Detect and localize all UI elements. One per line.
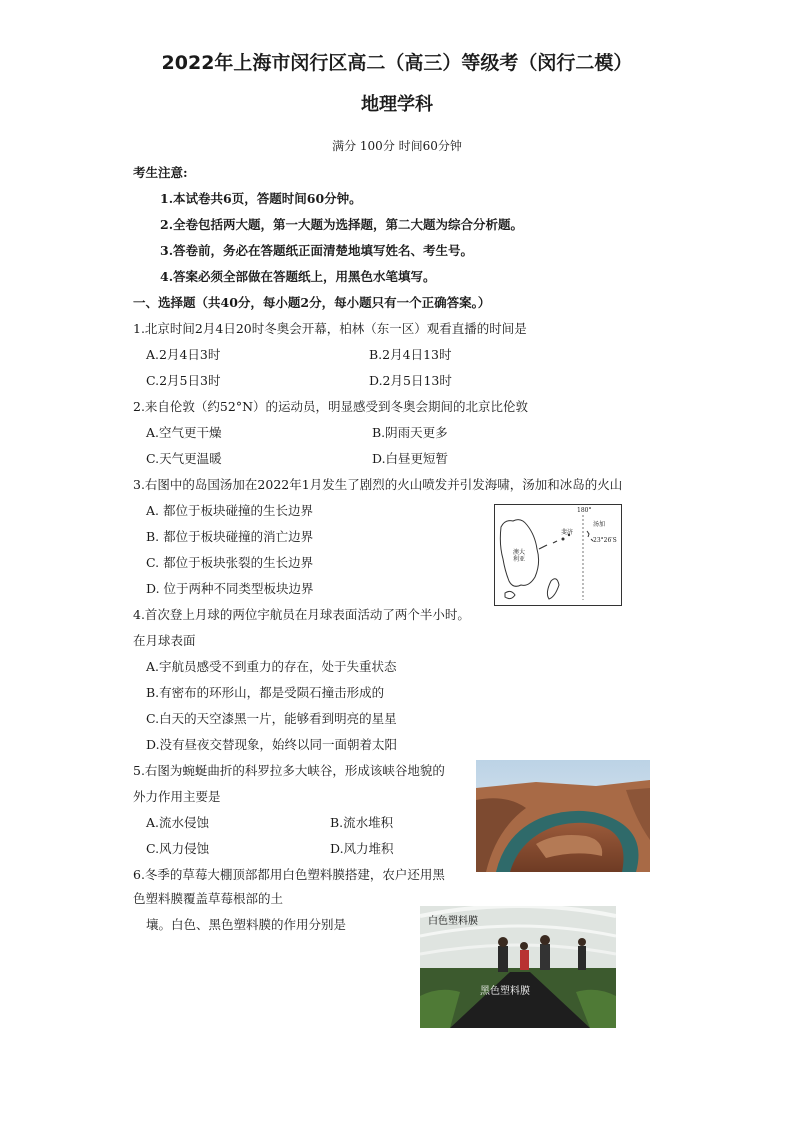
option-d: D. 位于两种不同类型板块边界: [146, 581, 314, 596]
option-a: A.宇航员感受不到重力的存在，处于失重状态: [146, 659, 397, 674]
question-stem: 外力作用主要是: [133, 789, 221, 804]
question-stem: 色塑料膜覆盖草莓根部的土: [133, 891, 284, 906]
notice-item: 3.答卷前，务必在答题纸正面清楚地填写姓名、考生号。: [160, 243, 474, 258]
option-b: B.有密布的环形山，都是受陨石撞击形成的: [146, 685, 385, 700]
question-stem: 壤。白色、黑色塑料膜的作用分别是: [146, 917, 347, 932]
option-b: B.阴雨天更多: [372, 425, 448, 440]
tonga-label: 汤加: [593, 521, 606, 528]
notice-item: 2.全卷包括两大题，第一大题为选择题，第二大题为综合分析题。: [160, 217, 524, 232]
question-stem: 在月球表面: [133, 633, 196, 648]
option-d: D.2月5日13时: [369, 373, 452, 388]
option-a: A.流水侵蚀: [146, 815, 210, 830]
option-d: D.没有昼夜交替现象，始终以同一面朝着太阳: [146, 737, 398, 752]
notice-item: 1.本试卷共6页，答题时间60分钟。: [160, 191, 362, 206]
exam-meta: 满分 100分 时间60分钟: [332, 139, 462, 153]
option-a: A. 都位于板块碰撞的生长边界: [146, 503, 313, 518]
option-d: D.白昼更短暂: [372, 451, 449, 466]
question-stem: 2.来自伦敦（约52°N）的运动员，明显感受到冬奥会期间的北京比伦敦: [133, 399, 529, 414]
option-c: C.天气更温暖: [146, 451, 222, 466]
section-heading: 一、选择题（共40分，每小题2分，每小题只有一个正确答案。）: [133, 295, 491, 310]
option-d: D.风力堆积: [330, 841, 394, 856]
question-stem: 6.冬季的草莓大棚顶部都用白色塑料膜搭建，农户还用黑: [133, 867, 445, 882]
question-stem: 3.右图中的岛国汤加在2022年1月发生了剧烈的火山喷发并引发海啸，汤加和冰岛的火山: [133, 477, 623, 492]
option-a: A.2月4日3时: [146, 347, 221, 362]
option-c: C. 都位于板块张裂的生长边界: [146, 555, 314, 570]
page-title: 2022年上海市闵行区高二（高三）等级考（闵行二模）: [161, 52, 633, 74]
latitude-label: 23°26′S: [593, 537, 617, 544]
greenhouse-photo: [420, 906, 616, 1028]
option-b: B.流水堆积: [330, 815, 394, 830]
option-c: C.风力侵蚀: [146, 841, 210, 856]
question-stem: 4.首次登上月球的两位宇航员在月球表面活动了两个半小时。: [133, 607, 470, 622]
subject-title: 地理学科: [361, 94, 433, 115]
option-b: B.2月4日13时: [369, 347, 452, 362]
option-c: C.白天的天空漆黑一片，能够看到明亮的星星: [146, 711, 397, 726]
question-stem: 5.右图为蜿蜒曲折的科罗拉多大峡谷，形成该峡谷地貌的: [133, 763, 445, 778]
canyon-image-icon: [476, 760, 650, 872]
question-stem: 1.北京时间2月4日20时冬奥会开幕，柏林（东一区）观看直播的时间是: [133, 321, 527, 336]
canyon-photo: [476, 760, 650, 872]
notice-item: 4.答案必须全部做在答题纸上，用黑色水笔填写。: [160, 269, 436, 284]
longitude-label: 180°: [577, 507, 592, 514]
option-b: B. 都位于板块碰撞的消亡边界: [146, 529, 314, 544]
notice-heading: 考生注意:: [133, 165, 188, 180]
option-c: C.2月5日3时: [146, 373, 221, 388]
option-a: A.空气更干燥: [146, 425, 222, 440]
tonga-map-figure: [494, 504, 622, 606]
black-film-label: 黑色塑料膜: [480, 986, 530, 997]
white-film-label: 白色塑料膜: [428, 916, 478, 927]
australia-label: 澳大利亚: [513, 549, 526, 563]
fiji-label: 斐济: [561, 529, 574, 536]
